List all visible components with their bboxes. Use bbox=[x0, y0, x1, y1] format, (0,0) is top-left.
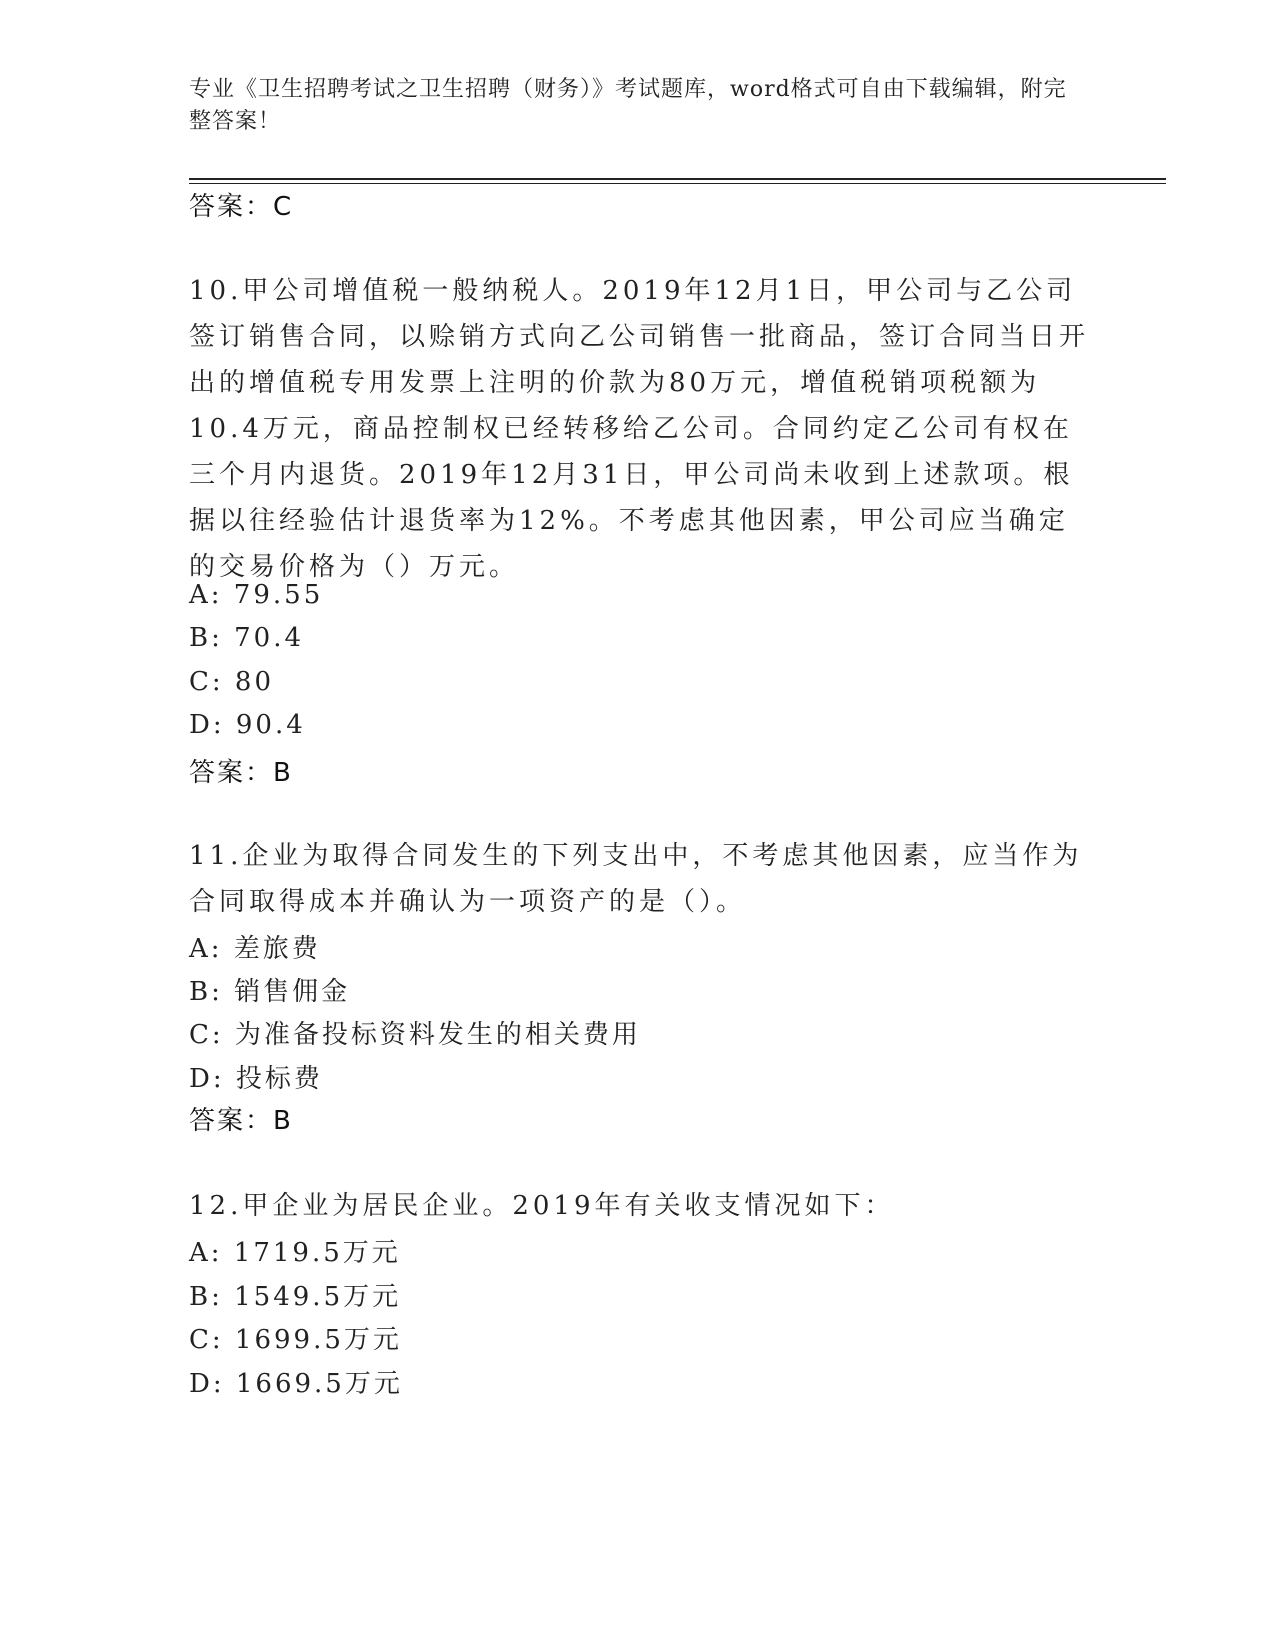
question-12-option-d: D: 1669.5万元 bbox=[189, 1369, 403, 1399]
header-divider-thin bbox=[189, 183, 1166, 184]
question-10-option-a: A: 79.55 bbox=[189, 580, 324, 610]
answer-prev: 答案：C bbox=[189, 192, 294, 222]
question-11-option-a: A: 差旅费 bbox=[189, 934, 321, 964]
question-11-option-c: C: 为准备投标资料发生的相关费用 bbox=[189, 1020, 641, 1050]
question-10-option-c: C: 80 bbox=[189, 667, 275, 697]
question-12-option-a: A: 1719.5万元 bbox=[189, 1238, 401, 1268]
question-12-option-b: B: 1549.5万元 bbox=[189, 1282, 402, 1312]
document-header: 专业《卫生招聘考试之卫生招聘（财务）》考试题库，word格式可自由下载编辑，附完整答案！ bbox=[189, 77, 1067, 134]
question-11-option-b: B: 销售佣金 bbox=[189, 977, 351, 1007]
header-divider-thick bbox=[189, 178, 1166, 180]
question-10-option-d: D: 90.4 bbox=[189, 710, 306, 740]
answer-q11: 答案：B bbox=[189, 1106, 293, 1136]
question-12-option-c: C: 1699.5万元 bbox=[189, 1325, 402, 1355]
question-11-option-d: D: 投标费 bbox=[189, 1064, 323, 1094]
question-11-stem: 11.企业为取得合同发生的下列支出中，不考虑其他因素，应当作为合同取得成本并确认为一项资产的是（）。 bbox=[189, 841, 1083, 917]
answer-q10: 答案：B bbox=[189, 758, 293, 788]
question-10-option-b: B: 70.4 bbox=[189, 623, 305, 653]
question-10-stem: 10.甲公司增值税一般纳税人。2019年12月1日，甲公司与乙公司签订销售合同，以赊销方式向乙公司销售一批商品，签订合同当日开出的增值税专用发票上注明的价款为80万元，增值税销项税额为10.4万元，商品控制权已经转移给乙公司。合同约定乙公司有权在三个月内退货。2019年12月31日，甲公司尚未收到上述款项。根据以往经验估计退货率为12%。不考虑其他因素，甲公司应当确定的交易价格为（）万元。 bbox=[189, 276, 1090, 582]
question-12-stem: 12.甲企业为居民企业。2019年有关收支情况如下： bbox=[189, 1191, 895, 1221]
